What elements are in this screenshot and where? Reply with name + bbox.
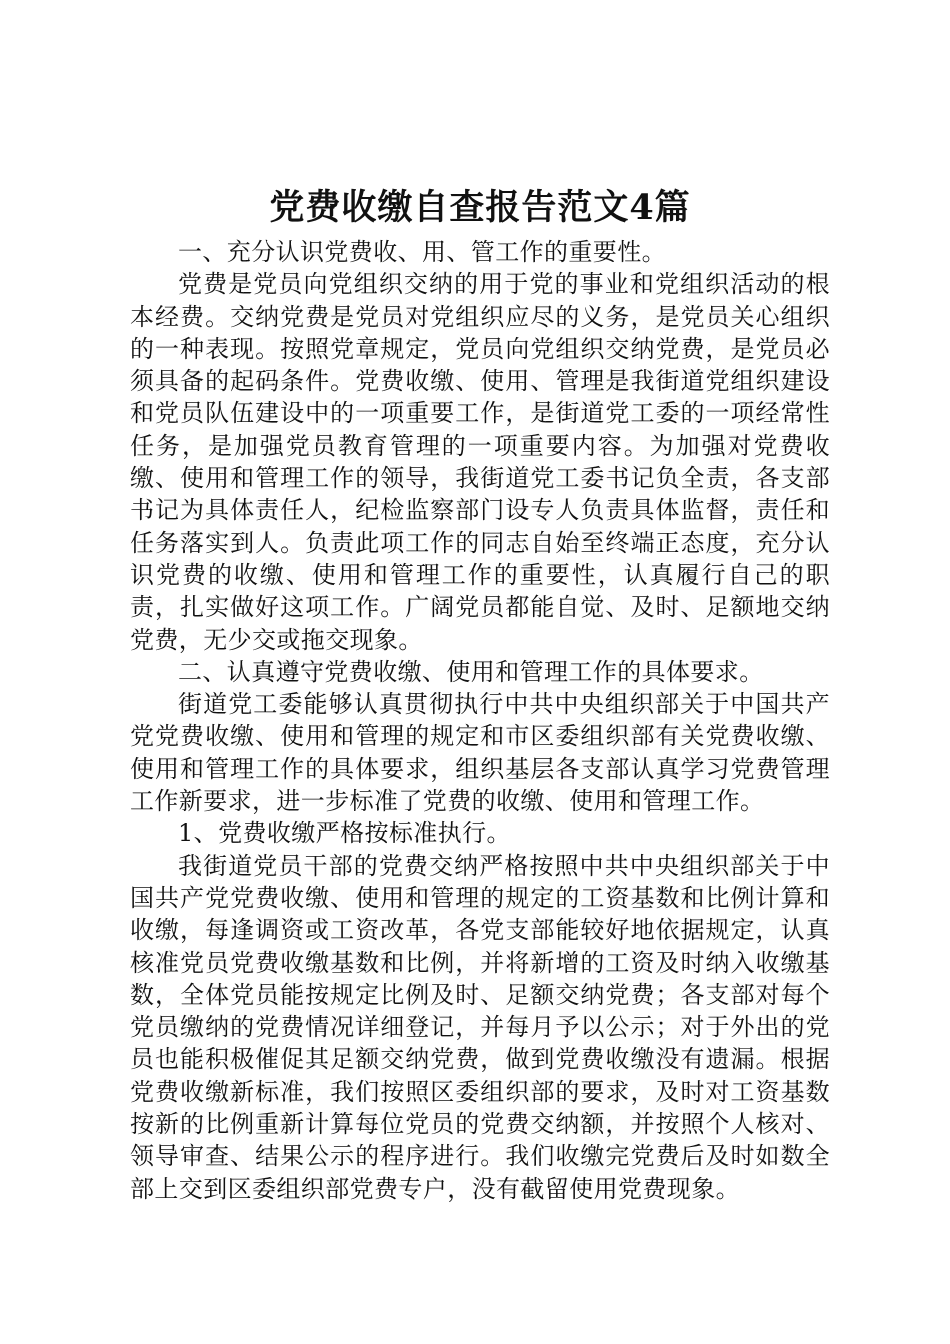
section-heading-2: 二、认真遵守党费收缴、使用和管理工作的具体要求。 (178, 657, 764, 686)
body-paragraph-1: 党费是党员向党组织交纳的用于党的事业和党组织活动的根本经费。交纳党费是党员对党组织应尽的义务，是党员关心组织的一种表现。按照党章规定，党员向党组织交纳党费，是党员必须具备的起码条件。党费收缴、使用、管理是我街道党组织建设和党员队伍建设中的一项重要工作，是街道党工委的一项经常性任务，是加强党员教育管理的一项重要内容。为加强对党费收缴、使用和管理工作的领导，我街道党工委书记负全责，各支部书记为具体责任人，纪检监察部门设专人负责具体监督，责任和任务落实到人。负责此项工作的同志自始至终端正态度，充分认识党费的收缴、使用和管理工作的重要性，认真履行自己的职责，扎实做好这项工作。广阔党员都能自觉、及时、足额地交纳党费，无少交或拖交现象。 (130, 270, 830, 654)
body-paragraph-2: 街道党工委能够认真贯彻执行中共中央组织部关于中国共产党党费收缴、使用和管理的规定和市区委组织部有关党费收缴、使用和管理工作的具体要求，组织基层各支部认真学习党费管理工作新要求，进一步标准了党费的收缴、使用和管理工作。 (130, 690, 830, 816)
subsection-heading-1: 1、党费收缴严格按标准执行。 (178, 819, 511, 848)
document-body (130, 184, 830, 1205)
document-title: 党费收缴自查报告范文4篇 (269, 187, 691, 228)
section-heading-1: 一、充分认识党费收、用、管工作的重要性。 (178, 238, 666, 266)
body-paragraph-3: 我街道党员干部的党费交纳严格按照中共中央组织部关于中国共产党党费收缴、使用和管理的规定的工资基数和比例计算和收缴，每逢调资或工资改革，各党支部能较好地依据规定，认真核准党员党费收缴基数和比例，并将新增的工资及时纳入收缴基数，全体党员能按规定比例及时、足额交纳党费；各支部对每个党员缴纳的党费情况详细登记，并每月予以公示；对于外出的党员也能积极催促其足额交纳党费，做到党费收缴没有遗漏。根据党费收缴新标准，我们按照区委组织部的要求，及时对工资基数按新的比例重新计算每位党员的党费交纳额，并按照个人核对、领导审查、结果公示的程序进行。我们收缴完党费后及时如数全部上交到区委组织部党费专户，没有截留使用党费现象。 (130, 851, 830, 1203)
